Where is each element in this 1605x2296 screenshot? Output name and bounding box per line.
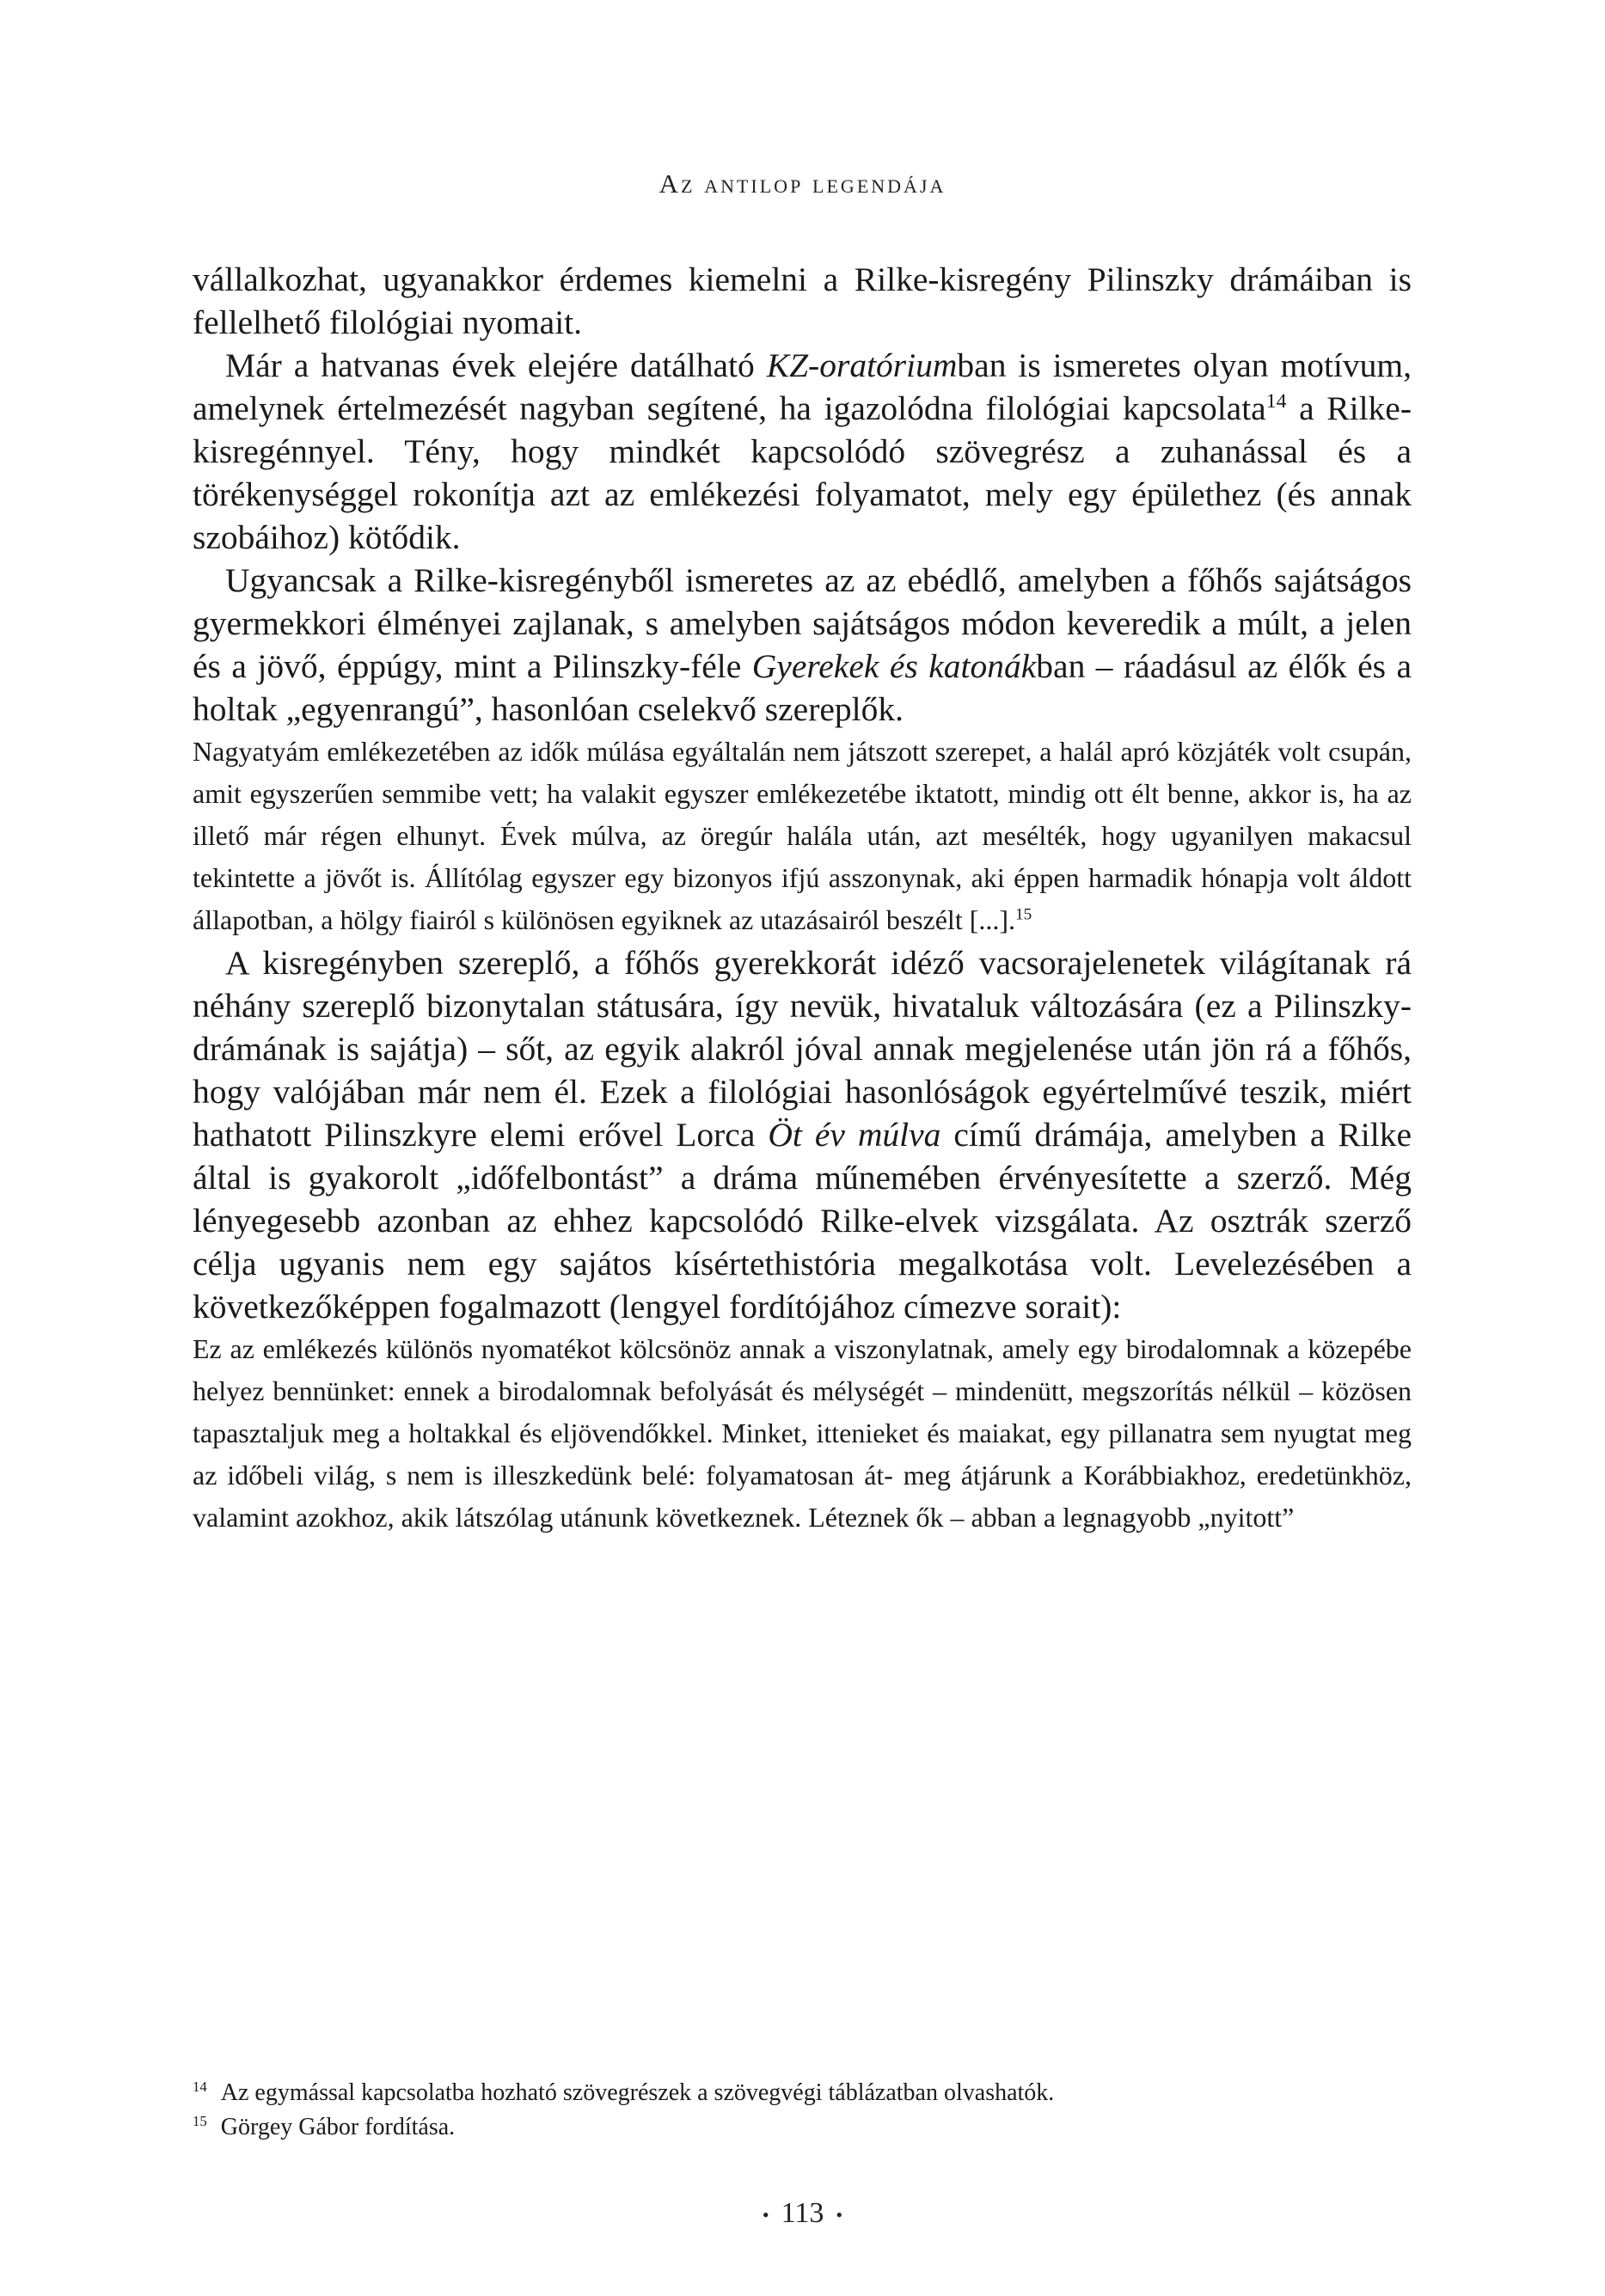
page-number — [0, 2197, 1605, 2230]
footnote-number: 14 — [193, 2078, 207, 2095]
paragraph-kisregeny: A kisregényben szereplő, a főhős gyerekkorát idéző vacsorajelenetek világítanak rá néhány szereplő bizonytalan státusára, így nevük, hivataluk változására (ez a Pilinszky-drámának is sajátja) – sőt, az egyik alakról jóval annak megjelenése után jön rá a főhős, hogy valójában már nem él. Ezek a filológiai hasonlóságok egyértelművé teszik, miért hathatott Pilinszkyre elemi erővel Lorca Öt év múlva című drámája, amelyben a Rilke által is gyakorolt „időfelbontást” a dráma műnemében érvényesítette a szerző. Még lényegesebb azonban az ehhez kapcsolódó Rilke-elvek vizsgálata. Az osztrák szerző célja ugyanis nem egy sajátos kísértethistória megalkotása volt. Levelezésében a következőképpen fogalmazott (lengyel fordítójához címezve sorait): — [193, 944, 1412, 1326]
paragraph-ebedlo: Ugyancsak a Rilke-kisregényből ismeretes az az ebédlő, amelyben a főhős sajátságos gyermekkori élményei zajlanak, s amelyben sajátságos módon keveredik a múlt, a jelen és a jövő, éppúgy, mint a Pilinszky-féle Gyerekek és katonákban – ráadásul az élők és a holtak „egyenrangú”, hasonlóan cselekvő szereplők. — [193, 561, 1412, 728]
footnote-number: 15 — [193, 2112, 207, 2129]
footnote-ref[interactable]: 14 — [1265, 389, 1287, 413]
footnote-text: Az egymással kapcsolatba hozható szövegrészek a szövegvégi táblázatban olvashatók. — [220, 2079, 1055, 2106]
work-title-italic: KZ-oratórium — [766, 346, 958, 384]
work-title-italic: Öt év múlva — [768, 1116, 941, 1154]
footnote-14 — [193, 2076, 1412, 2110]
footnotes — [193, 2076, 1412, 2145]
bullet-ornament: • — [762, 2204, 769, 2226]
footnote-text: Görgey Gábor fordítása. — [220, 2114, 456, 2140]
block-quote-letter: Ez az emlékezés különös nyomatékot kölcsönöz annak a viszonylatnak, amely egy birodalomnak a közepébe helyez bennünket: ennek a birodalomnak befolyását és mélységét – mindenütt, megszorítás nélkül – közösen tapasztaljuk meg a holtakkal és eljövendőkkel. Minket, ittenieket és maiakat, egy pillanatra sem nyugtat meg az időbeli világ, s nem is illeszkedünk belé: folyamatosan át- meg átjárunk a Korábbiakhoz, eredetünkhöz, valamint azokhoz, akik látszólag utánunk következnek. Léteznek ők – abban a legnagyobb „nyitott” — [193, 1333, 1412, 1533]
main-text — [193, 258, 1412, 1539]
block-quote-rilke: Nagyatyám emlékezetében az idők múlása egyáltalán nem játszott szerepet, a halál apró közjáték volt csupán, amit egyszerűen semmibe vett; ha valakit egyszer emlékezetébe iktatott, mindig ott élt benne, akkor is, ha az illető már régen elhunyt. Évek múlva, az öregúr halála után, azt mesélték, hogy ugyanilyen makacsul tekintette a jövőt is. Állítólag egyszer egy bizonyos ifjú asszonynak, aki éppen harmadik hónapja volt áldott állapotban, a hölgy fiairól s különösen egyiknek az utazásairól beszélt [...].$^{15}$ — [193, 736, 1412, 935]
running-head: Az antilop legendája — [659, 168, 946, 199]
paragraph-kz-oratorium: Már a hatvanas évek elejére datálható KZ-oratóriumban is ismeretes olyan motívum, amelynek értelmezését nagyban segítené, ha igazolódna filológiai kapcsolata$^{14}$ a Rilke-kisregénnyel. Tény, hogy mindkét kapcsolódó szövegrész a zuhanással és a törékenységgel rokonítja azt az emlékezési folyamatot, mely egy épülethez (és annak szobáihoz) kötődik. — [193, 346, 1412, 556]
footnote-ref[interactable]: 15 — [1015, 905, 1032, 924]
bullet-ornament: • — [836, 2204, 843, 2226]
paragraph-continuation: vállalkozhat, ugyanakkor érdemes kiemelni a Rilke-kisregény Pilinszky drámáiban is fellelhető filológiai nyomait. — [193, 260, 1412, 341]
page-number-value: 113 — [781, 2197, 824, 2229]
footnote-15 — [193, 2110, 1412, 2145]
work-title-italic: Gyerekek és katonák — [751, 647, 1037, 685]
